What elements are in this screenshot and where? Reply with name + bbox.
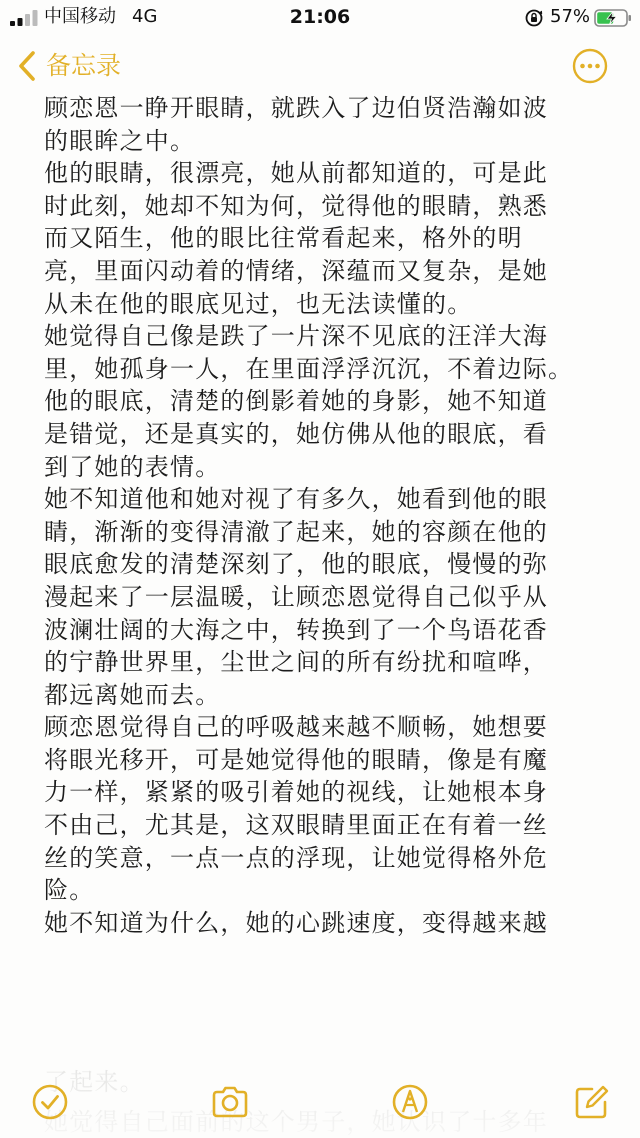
note-line: 是错觉，还是真实的，她仿佛从他的眼底，看 — [44, 419, 548, 448]
markup-pen-icon[interactable] — [390, 1082, 430, 1122]
status-bar — [0, 0, 640, 36]
note-line: 从未在他的眼底见过，也无法读懂的。 — [44, 289, 473, 318]
note-line: 顾恋恩觉得自己的呼吸越来越不顺畅，她想要 — [44, 713, 548, 742]
note-line: 都远离她而去。 — [44, 680, 221, 709]
note-line: 漫起来了一层温暖，让顾恋恩觉得自己似乎从 — [44, 582, 548, 611]
note-line: 的眼眸之中。 — [44, 126, 196, 155]
camera-icon[interactable] — [210, 1082, 250, 1122]
status-time: 21:06 — [289, 6, 351, 28]
battery-percent: 57% — [550, 6, 591, 27]
note-line: 丝的笑意，一点一点的浮现，让她觉得格外危 — [44, 843, 548, 872]
note-body[interactable] — [44, 92, 604, 939]
chevron-left-icon — [16, 50, 38, 82]
bottom-toolbar — [0, 1068, 640, 1138]
note-line: 睛，渐渐的变得清澈了起来，她的容颜在他的 — [44, 517, 548, 546]
note-line: 波澜壮阔的大海之中，转换到了一个鸟语花香 — [44, 615, 548, 644]
compose-icon[interactable] — [572, 1082, 612, 1122]
checklist-icon[interactable] — [30, 1082, 70, 1122]
note-line: 亮，里面闪动着的情绪，深蕴而又复杂，是她 — [44, 256, 548, 285]
more-ellipsis-icon[interactable] — [572, 48, 608, 84]
note-line: 的宁静世界里，尘世之间的所有纷扰和喧哗， — [44, 648, 548, 677]
note-line: 他的眼睛，很漂亮，她从前都知道的，可是此 — [44, 159, 548, 188]
note-line: 险。 — [44, 876, 95, 905]
back-label: 备忘录 — [46, 51, 122, 80]
orientation-lock-icon — [524, 8, 544, 28]
carrier-name: 中国移动 — [44, 6, 116, 27]
note-line: 她不知道为什么，她的心跳速度，变得越来越 — [44, 908, 548, 937]
note-line: 不由己，尤其是，这双眼睛里面正在有着一丝 — [44, 811, 548, 840]
back-button[interactable] — [16, 46, 121, 86]
note-line: 他的眼底，清楚的倒影着她的身影，她不知道 — [44, 387, 548, 416]
note-line: 顾恋恩一睁开眼睛，就跌入了边伯贤浩瀚如波 — [44, 94, 548, 122]
network-type: 4G — [132, 6, 158, 27]
note-line: 她不知道他和她对视了有多久，她看到他的眼 — [44, 485, 548, 514]
note-line: 到了她的表情。 — [44, 452, 221, 481]
battery-charging-icon — [594, 8, 632, 28]
note-line: 将眼光移开，可是她觉得他的眼睛，像是有魔 — [44, 745, 548, 774]
note-line: 时此刻，她却不知为何，觉得他的眼睛，熟悉 — [44, 191, 548, 220]
note-line: 力一样，紧紧的吸引着她的视线，让她根本身 — [44, 778, 548, 807]
note-line: 而又陌生，他的眼比往常看起来，格外的明 — [44, 224, 523, 253]
navigation-bar — [0, 40, 640, 92]
note-line: 她觉得自己像是跌了一片深不见底的汪洋大海 — [44, 322, 548, 351]
note-line: 里，她孤身一人，在里面浮浮沉沉，不着边际。 — [44, 354, 574, 383]
note-line: 眼底愈发的清楚深刻了，他的眼底，慢慢的弥 — [44, 550, 548, 579]
